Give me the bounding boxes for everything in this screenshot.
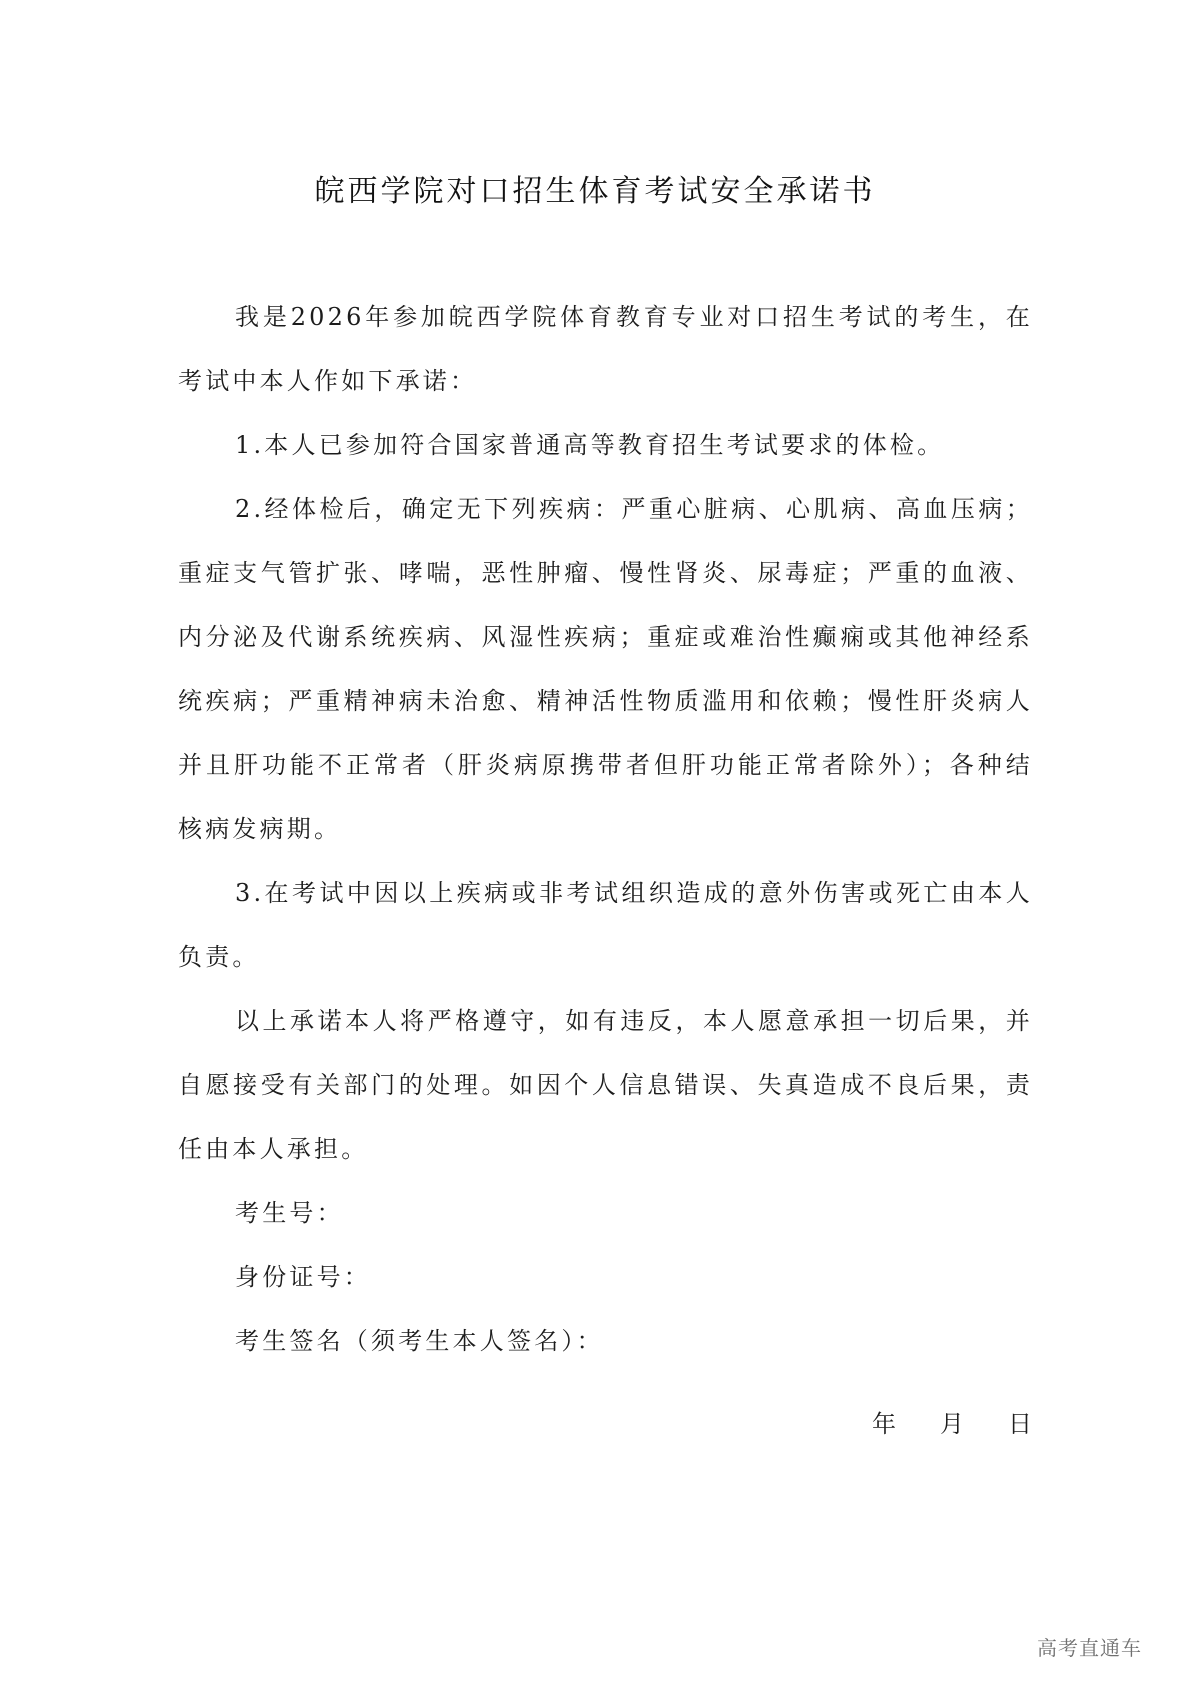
document-title: 皖西学院对口招生体育考试安全承诺书 — [314, 174, 876, 209]
pledge-item-3: 3.在考试中因以上疾病或非考试组织造成的意外伤害或死亡由本人负责。 — [178, 879, 1033, 971]
intro-paragraph: 我是2026年参加皖西学院体育教育专业对口招生考试的考生，在考试中本人作如下承诺： — [178, 303, 1033, 395]
pledge-item-1: 1.本人已参加符合国家普通高等教育招生考试要求的体检。 — [235, 431, 945, 459]
signature-label: 考生签名（须考生本人签名）： — [235, 1327, 604, 1355]
closing-paragraph: 以上承诺本人将严格遵守，如有违反，本人愿意承担一切后果，并自愿接受有关部门的处理。如因个人信息错误、失真造成不良后果，责任由本人承担。 — [178, 1007, 1033, 1163]
date-year: 年 — [872, 1410, 896, 1438]
date-spacer — [964, 1404, 1008, 1444]
date-month: 月 — [940, 1410, 964, 1438]
document-body — [178, 285, 1033, 1373]
signature-field — [178, 1309, 1033, 1373]
pledge-item-2: 2.经体检后，确定无下列疾病：严重心脏病、心肌病、高血压病；重症支气管扩张、哮喘，恶性肿瘤、慢性肾炎、尿毒症；严重的血液、内分泌及代谢系统疾病、风湿性疾病；重症或难治性癫痫或其他神经系统疾病；严重精神病未治愈、精神活性物质滥用和依赖；慢性肝炎病人并且肝功能不正常者（肝炎病原携带者但肝功能正常者除外）；各种结核病发病期。 — [178, 495, 1033, 843]
date-line — [872, 1404, 1032, 1444]
id-number-label: 身份证号： — [235, 1263, 371, 1291]
exam-number-label: 考生号： — [235, 1199, 344, 1227]
date-spacer — [896, 1404, 940, 1444]
watermark: 高考直通车 — [1037, 1636, 1142, 1660]
exam-number-field — [178, 1181, 1033, 1245]
date-day: 日 — [1008, 1410, 1032, 1438]
id-number-field — [178, 1245, 1033, 1309]
